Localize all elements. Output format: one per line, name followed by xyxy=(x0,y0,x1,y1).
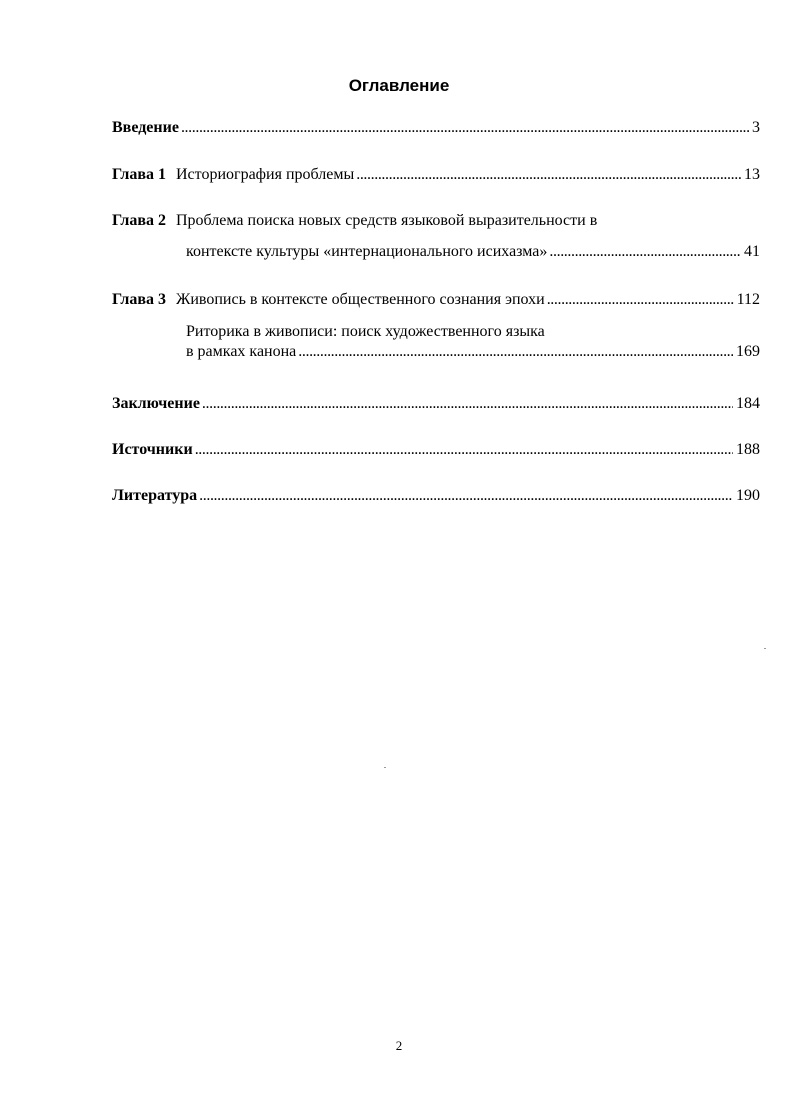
toc-leader-dots xyxy=(547,290,734,310)
toc-leader-dots xyxy=(181,118,749,138)
toc-entry-chapter-3-subsection[interactable] xyxy=(186,322,760,362)
toc-label: Заключение xyxy=(112,395,200,412)
toc-entry-chapter-1[interactable] xyxy=(112,165,760,185)
toc-entry-sources[interactable] xyxy=(112,440,760,460)
toc-chapter-prefix: Глава 2 xyxy=(112,212,166,229)
toc-label-line-1: Риторика в живописи: поиск художественного языка xyxy=(186,323,545,340)
toc-entry-chapter-3[interactable] xyxy=(112,290,760,310)
toc-page-number: 112 xyxy=(736,291,760,308)
scan-speck xyxy=(764,648,766,649)
page-title: Оглавление xyxy=(348,76,450,95)
toc-page-number: 13 xyxy=(744,166,760,183)
toc-label: Введение xyxy=(112,119,179,136)
toc-label: Литература xyxy=(112,487,198,504)
toc-label-line-1: Проблема поиска новых средств языковой выразительности в xyxy=(176,212,598,229)
toc-leader-dots xyxy=(202,394,733,414)
toc-label-line-2: в рамках канона xyxy=(186,343,297,360)
toc-leader-dots xyxy=(356,165,741,185)
scan-speck xyxy=(384,767,386,768)
toc-page-number: 41 xyxy=(744,243,760,260)
toc-label-line-2: контексте культуры «интернационального исихазма» xyxy=(186,243,548,260)
toc-page-number: 190 xyxy=(736,487,760,504)
toc-chapter-prefix: Глава 1 xyxy=(112,166,166,183)
toc-label: Историография проблемы xyxy=(176,166,355,183)
toc-page-number: 3 xyxy=(752,119,760,136)
toc-chapter-prefix: Глава 3 xyxy=(112,291,166,308)
toc-page-number: 169 xyxy=(736,343,760,360)
toc-leader-dots xyxy=(549,242,741,262)
toc-leader-dots xyxy=(195,440,733,460)
toc-leader-dots xyxy=(298,342,733,362)
toc-entry-intro[interactable] xyxy=(112,118,760,138)
toc-page-number: 188 xyxy=(736,441,760,458)
page-number: 2 xyxy=(395,1038,403,1053)
toc-leader-dots xyxy=(199,486,733,506)
toc-entry-chapter-2-continued[interactable] xyxy=(186,242,760,262)
toc-page-number: 184 xyxy=(736,395,760,412)
toc-entry-literature[interactable] xyxy=(112,486,760,506)
toc-label: Живопись в контексте общественного сознания эпохи xyxy=(176,291,545,308)
toc-label: Источники xyxy=(112,441,193,458)
toc-entry-conclusion[interactable] xyxy=(112,394,760,414)
toc-entry-chapter-2[interactable] xyxy=(112,211,760,231)
